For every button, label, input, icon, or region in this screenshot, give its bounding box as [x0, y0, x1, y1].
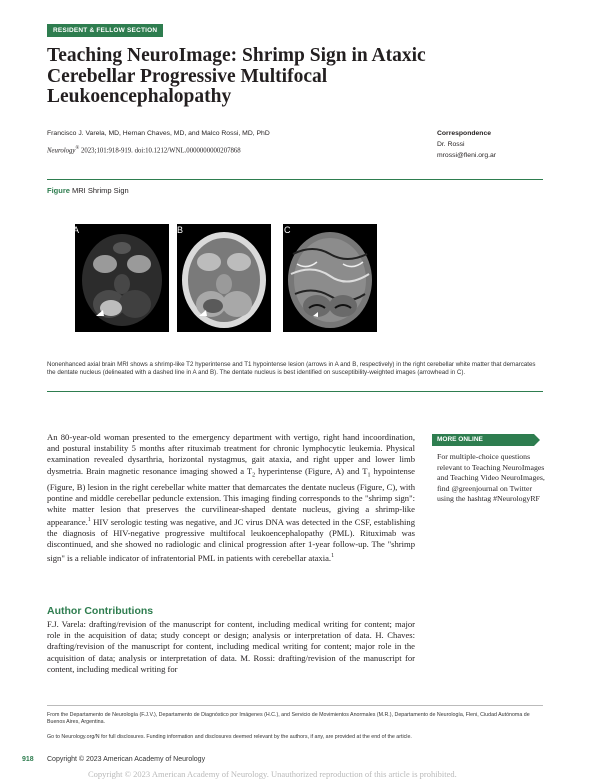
copyright-watermark: Copyright © 2023 American Academy of Neurology. Unauthorized reproduction of this article is prohibited. [88, 769, 457, 779]
mri-panel-a-image [75, 224, 169, 332]
correspondence-heading: Correspondence [437, 130, 492, 137]
section-tag: RESIDENT & FELLOW SECTION [47, 24, 163, 37]
figure-label-prefix: Figure [47, 186, 70, 195]
author-list: Francisco J. Varela, MD, Hernan Chaves, MD, and Malco Rossi, MD, PhD [47, 130, 270, 137]
more-online-text: For multiple-choice questions relevant to Teaching NeuroImages and Teaching Video NeuroImages, find @greenjournal on Twitter using the hashtag #NeurologyRF [437, 452, 545, 504]
author-contributions-text: F.J. Varela: drafting/revision of the manuscript for content, including medical writing for content; major role in the acquisition of data; study concept or design; analysis or interpretation of data. H. Chaves: drafting/revision of the manuscript for content, including medical writing for content; major role in the acquisition of data; analysis or interpretation of data. M. Rossi: drafting/revision of the manuscript for content, including medical writing for [47, 619, 415, 674]
figure-label [47, 186, 129, 195]
mri-panel-c-image [283, 224, 377, 332]
reference-link[interactable]: 1 [87, 517, 91, 524]
funding-footnote: Go to Neurology.org/N for full disclosures. Funding information and disclosures deemed relevant by the authors, if any, are provided at the end of the article. [47, 734, 412, 740]
panel-label-c: C [284, 225, 291, 235]
article-title: Teaching NeuroImage: Shrimp Sign in Ataxic Cerebellar Progressive Multifocal Leukoencephalopathy [47, 45, 426, 107]
copyright-line: Copyright © 2023 American Academy of Neurology [47, 756, 206, 763]
figure-top-rule [47, 179, 543, 180]
more-online-label: MORE ONLINE [437, 436, 483, 443]
affiliations-footnote: From the Departamento de Neurología (F.J.V.), Departamento de Diagnóstico por Imágenes (H.C.), and Servicio de Movimientos Anormales (M.R.), Departamento de Neurología, Fleni, Ciudad Autónoma de Buenos Aires, Argentina. [47, 712, 530, 725]
citation [47, 146, 241, 154]
journal-name: Neurology [47, 147, 76, 155]
reference-link[interactable]: 1 [331, 552, 335, 559]
figure-caption: Nonenhanced axial brain MRI shows a shrimp-like T2 hyperintense and T1 hypointense lesion (arrows in A and B, respectively) in the right cerebellar white matter that demarcates the dentate nucleus (delineated with a dashed line in A and B). The dentate nucleus is best identified on susceptibility-weighted images (arrowhead in C). [47, 361, 536, 376]
citation-details: 2023;101:918-919. doi:10.1212/WNL.0000000000207868 [79, 147, 241, 155]
panel-label-a: A [73, 225, 80, 235]
article-body [47, 432, 415, 564]
body-paragraph: An 80-year-old woman presented to the emergency department with vertigo, right hand incoordination, and postural instability 5 months after rituximab treatment for chronic lymphocytic leukemia. Physical examination revealed dysarthria, horizontal nystagmus, gait ataxia, and right upper and lower limb dysmetria. Brain magnetic resonance imaging showed a $T_2$ hyperintense (Figure, A) and $T_1$ hypointense (Figure, B) lesion in the right cerebellar white matter that demarcates the dentate nucleus (Figure, C), with pontine and middle cerebellar peduncle extension. This imaging finding corresponds to the "shrimp sign": white matter lesion that preserves the curvilinear-shaped dentate nucleus, giving a shrimp-like appearance.$^1$ HIV serologic testing was negative, and JC virus DNA was detected in the CSF, establishing the diagnosis of HIV-negative progressive multifocal leukoencephalopathy (PML). Rituximab was discontinued, and she showed no radiologic and clinical progression after 1-year follow-up. The "shrimp sign" is a reliable indicator of infratentorial PML in patients with cerebellar ataxia.$^1$ [47, 432, 415, 563]
figure-title: MRI Shrimp Sign [72, 186, 129, 195]
panel-label-b: B [177, 225, 184, 235]
footnote-rule [47, 705, 543, 706]
correspondence-email-link[interactable]: mrossi@fleni.org.ar [437, 152, 497, 159]
page-number: 918 [22, 756, 34, 763]
figure-bottom-rule [47, 391, 543, 392]
correspondence-name: Dr. Rossi [437, 141, 465, 148]
author-contributions-heading: Author Contributions [47, 605, 154, 617]
mri-panel-b-image [177, 224, 271, 332]
registered-mark: ® [75, 146, 80, 151]
